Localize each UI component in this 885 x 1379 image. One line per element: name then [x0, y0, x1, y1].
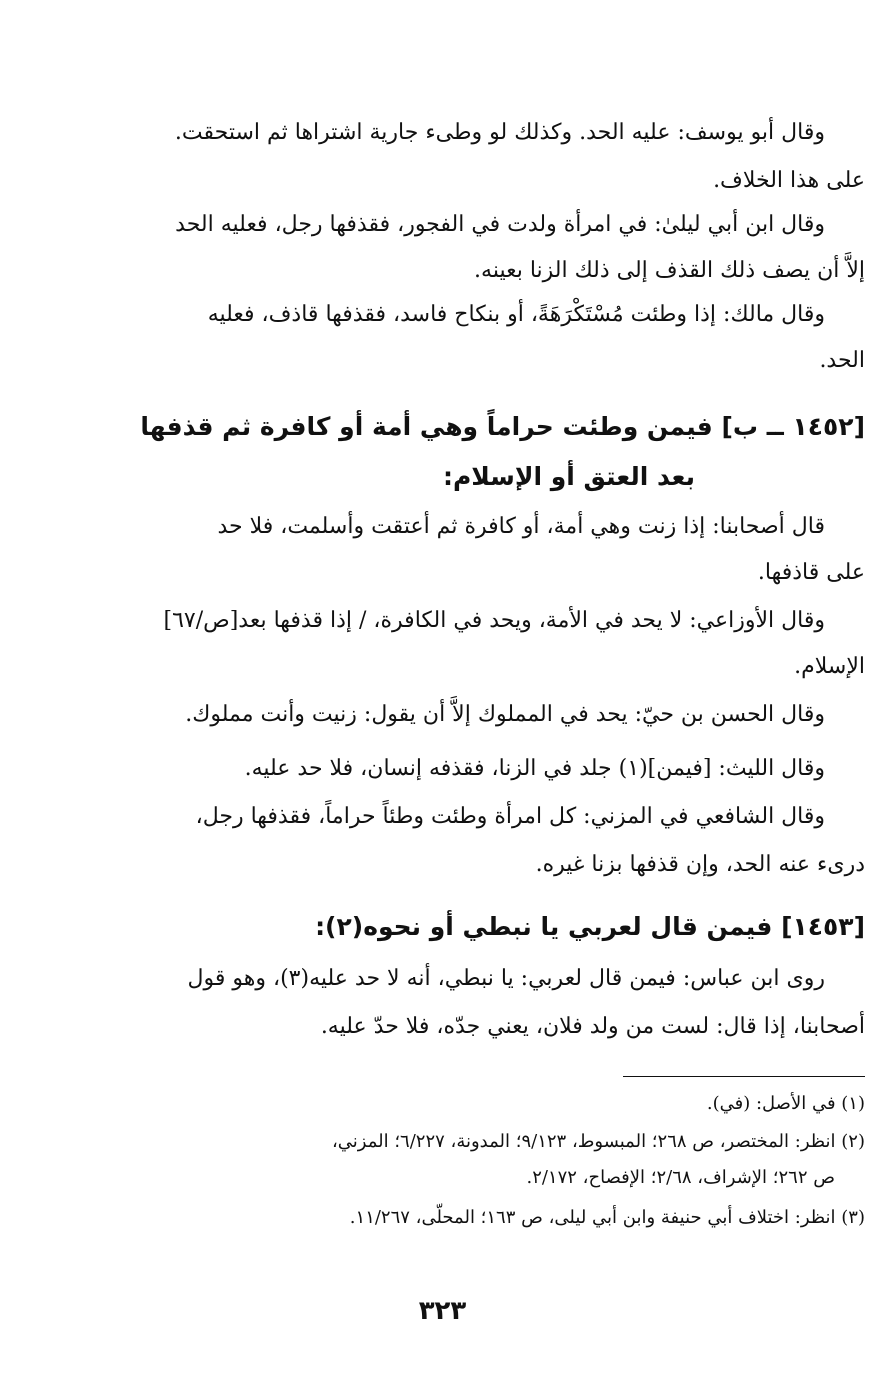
footnote: (٢) انظر: المختصر، ص ٢٦٨؛ المبسوط، ٩/١٢٣؛ المدونة، ٦/٢٢٧؛ المزني،: [331, 1131, 865, 1152]
text-line: وقال الليث: [فيمن](١) جلد في الزنا، فقذفه إنسان، فلا حد عليه.: [244, 756, 825, 781]
text-line: قال أصحابنا: إذا زنت وهي أمة، أو كافرة ثم أعتقت وأسلمت، فلا حد: [217, 514, 825, 539]
footnote: (٣) انظر: اختلاف أبي حنيفة وابن أبي ليلى، ص ١٦٣؛ المحلّى، ١١/٢٦٧.: [349, 1207, 865, 1228]
text-line: أصحابنا، إذا قال: لست من ولد فلان، يعني جدّه، فلا حدّ عليه.: [320, 1014, 865, 1039]
footnote-separator: [623, 1076, 865, 1077]
text-line: روى ابن عباس: فيمن قال لعربي: يا نبطي، أنه لا حد عليه(٣)، وهو قول: [187, 966, 825, 991]
page-number: ٣٢٣: [418, 1296, 467, 1326]
text-line: وقال الشافعي في المزني: كل امرأة وطئت وطئاً حراماً، فقذفها رجل،: [195, 804, 825, 829]
text-line: وقال الأوزاعي: لا يحد في الأمة، ويحد في الكافرة، / إذا قذفها بعد[ص/٦٧]: [163, 608, 825, 633]
section-heading-continued: بعد العتق أو الإسلام:: [442, 462, 695, 491]
footnote: ص ٢٦٢؛ الإشراف، ٢/٦٨؛ الإفصاح، ٢/١٧٢.: [526, 1167, 835, 1188]
text-line: الإسلام.: [794, 654, 865, 679]
text-line: وقال ابن أبي ليلىٰ: في امرأة ولدت في الفجور، فقذفها رجل، فعليه الحد: [175, 212, 825, 237]
footnote: (١) في الأصل: (في).: [706, 1093, 865, 1114]
text-line: درىء عنه الحد، وإن قذفها بزنا غيره.: [535, 852, 865, 877]
text-line: وقال مالك: إذا وطئت مُسْتَكْرَهَةً، أو بنكاح فاسد، فقذفها قاذف، فعليه: [207, 302, 825, 327]
section-heading: [١٤٥٣] فيمن قال لعربي يا نبطي أو نحوه(٢):: [315, 912, 865, 941]
text-line: وقال الحسن بن حيّ: يحد في المملوك إلاَّ أن يقول: زنيت وأنت مملوك.: [185, 702, 825, 727]
text-line: على قاذفها.: [757, 560, 865, 585]
text-line: على هذا الخلاف.: [713, 168, 865, 193]
text-line: إلاَّ أن يصف ذلك القذف إلى ذلك الزنا بعينه.: [474, 258, 865, 283]
section-heading: [١٤٥٢ ــ ب] فيمن وطئت حراماً وهي أمة أو كافرة ثم قذفها: [140, 412, 865, 441]
text-line: وقال أبو يوسف: عليه الحد. وكذلك لو وطىء جارية اشتراها ثم استحقت.: [174, 120, 825, 145]
text-line: الحد.: [819, 348, 865, 373]
